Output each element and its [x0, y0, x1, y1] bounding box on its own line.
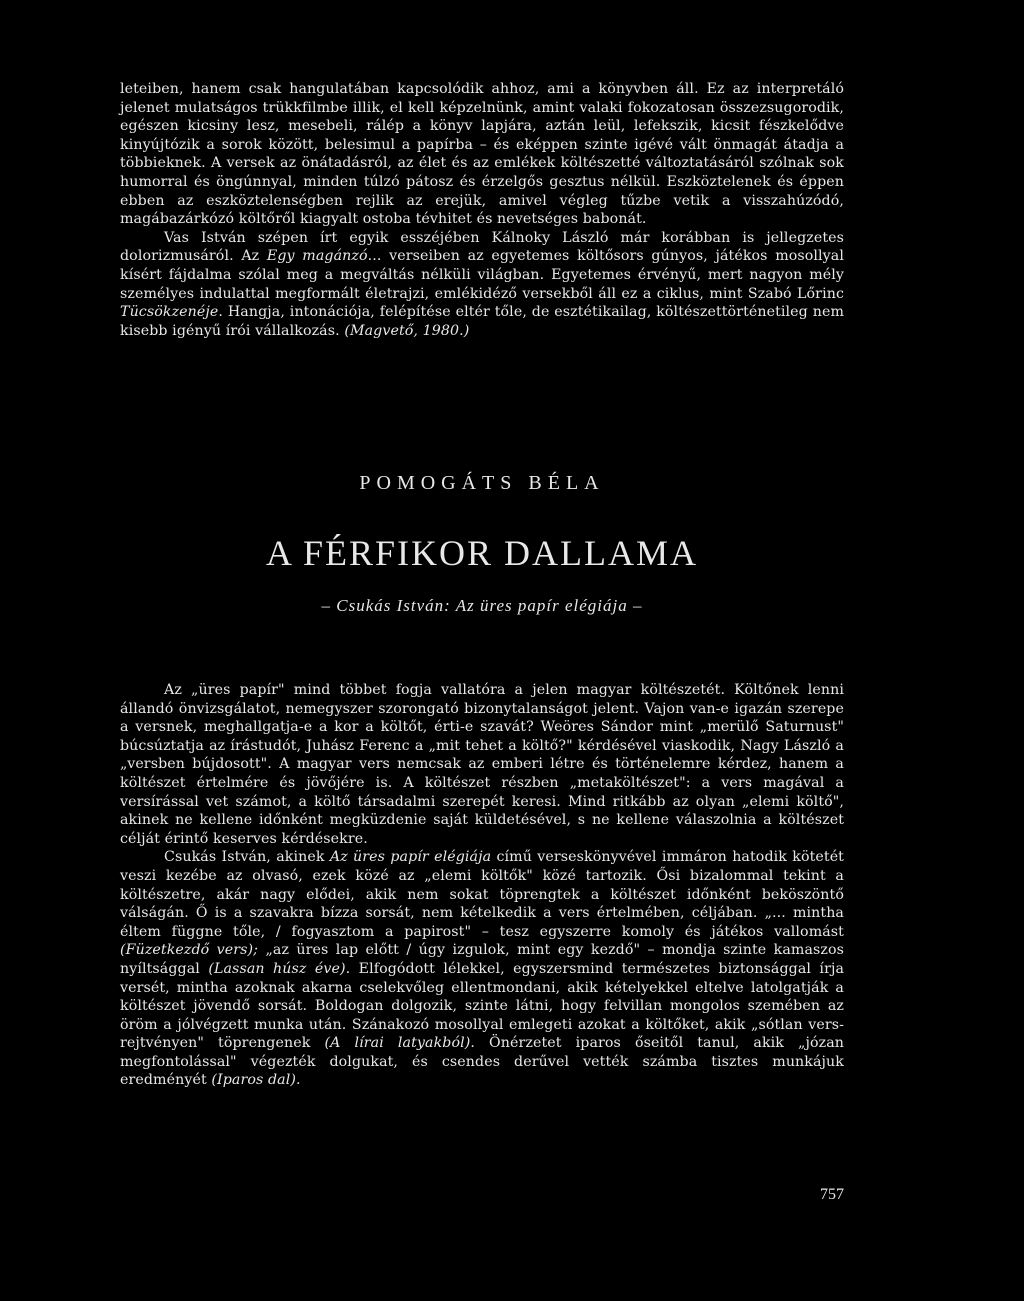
- article-subtitle: – Csukás István: Az üres papír elégiája –: [321, 596, 643, 615]
- text-run: című verseskönyvével immáron hatodik kötetét veszi kezébe az olvasó, ezek közé az „elemi költők" közé tartozik. Ősi bizalommal tekint a költészetre, akár nagy elődei, akik nem sokat töprengtek a költészet időnként beköszöntő válságán. Ő is a szavakra bízza sorsát, nem kételkedik a vers értelmében, céljában. „... mintha éltem függne tőle, / fogyasztom a papirost" – tesz egyszerre komoly és játékos vallomást: [120, 849, 844, 940]
- text-run: „az üres lap előtt / úgy izgulok, mint egy kezdő" – mondja szinte kamaszos nyíltsággal: [120, 942, 844, 977]
- paragraph: Az „üres papír" mind többet fogja vallatóra a jelen magyar költészetét. Költőnek lenni állandó önvizsgálatot, nemegyszer szorongató bizonytalanságot jelent. Vajon van-e igazán szerepe a versnek, meghallgatja-e a kor a költőt, érti-e szavát? Weöres Sándor mint „merülő Saturnust" búcsúztatja az írástudót, Juhász Ferenc a „mit tehet a költő?" kérdésével viaskodik, Nagy László a „versben bújdosott". A magyar vers nemcsak az emberi létre és történelemre kérdez, hanem a költészet értelmére és jövőjére is. A költészet részben „metaköltészet": a vers magával a versírással vet számot, a költő társadalmi szerepét keresi. Mind ritkább az olyan „elemi költő", akinek ne kellene időnként megküzdenie saját küldetésével, s ne kellene válaszolnia a költészet célját érintő keserves kérdésekre.: [120, 682, 844, 847]
- poem-title: (Iparos dal).: [211, 1072, 301, 1089]
- text-run: Vas István szépen írt egyik esszéjében Kálnoky László már korábban is jellegzetes dolorizmusáról. Az: [120, 229, 844, 265]
- text-run: Csukás István, akinek: [164, 849, 330, 866]
- source-note: (Magvető, 1980.): [344, 322, 470, 339]
- article-title: A FÉRFIKOR DALLAMA: [265, 533, 699, 573]
- author-name: POMOGÁTS BÉLA: [359, 472, 605, 494]
- poem-title: (Füzetkezdő vers);: [120, 942, 259, 959]
- previous-review-text: [120, 80, 844, 340]
- poem-title: (A lírai latyakból).: [324, 1035, 475, 1052]
- paragraph: leteiben, hanem csak hangulatában kapcsolódik ahhoz, ami a könyvben áll. Ez az interpretáló jelenet mulatságos trükkfilmbe illik, el kell képzelnünk, amint valaki fokozatosan összezsugorodik, egészen kicsiny lesz, mesebeli, rálép a könyv lapjára, aztán leül, lefekszik, kicsit fészkelődve kinyújtózik a sorok között, belesimul a papírba – és eképpen szinte igévé vált önmagát átadja a többieknek. A versek az önátadásról, az élet és az emlékek költészetté változtatásáról szólnak sok humorral és öngúnnyal, minden túlzó pátosz és érzelgős gesztus nélkül. Eszköztelenek és éppen ebben az eszköztelenségben rejlik az erejük, amivel végleg tűzbe vetik a visszahúzódó, magábazárkózó költőről kiagyalt ostoba tévhitet és nevetséges babonát.: [120, 81, 844, 228]
- text-run: Önérzetet iparos őseitől tanul, akik „józan megfontolással" végezték dolgukat, és csendes derűvel vették számba tisztes munkájuk eredményét: [120, 1035, 844, 1089]
- text-run: . Hangja, intonációja, felépítése eltér tőle, de esztétikailag, költészettörténetileg nem kisebb igényű írói vállalkozás.: [120, 304, 844, 339]
- text-run: ... verseiben az egyetemes költősors gúnyos, játékos mosollyal kísért fájdalma szólal meg a megváltás nélküli világban. Egyetemes érvényű, mert nagyon mély személyes indulattal megformált életrajzi, emlékidéző versekből áll ez a ciklus, mint Szabó Lőrinc: [120, 248, 844, 302]
- book-title: Az üres papír elégiája: [329, 849, 492, 866]
- paragraph: [120, 229, 844, 341]
- article-body: [120, 681, 844, 1090]
- poem-title: (Lassan húsz éve).: [208, 960, 351, 977]
- text-run: Elfogódott lélekkel, egyszersmind természetes biztonsággal írja versét, mintha azoknak akarna cselekvőleg ellentmondani, akik kételyekkel eltelve latolgatják a költészet jövendő sorsát. Boldogan dolgozik, szinte látni, hogy felvillan mongolos szemében az öröm a jólvégzett munka után. Szánakozó mosollyal emlegeti azokat a költőket, akik „sótlan vers-rejtvényen" töprengenek: [120, 960, 845, 1052]
- book-title: Tücsökzenéje: [120, 304, 219, 321]
- book-title: Egy magánzó: [266, 248, 368, 265]
- page-number: 757: [820, 1186, 844, 1203]
- paragraph: [120, 848, 844, 1090]
